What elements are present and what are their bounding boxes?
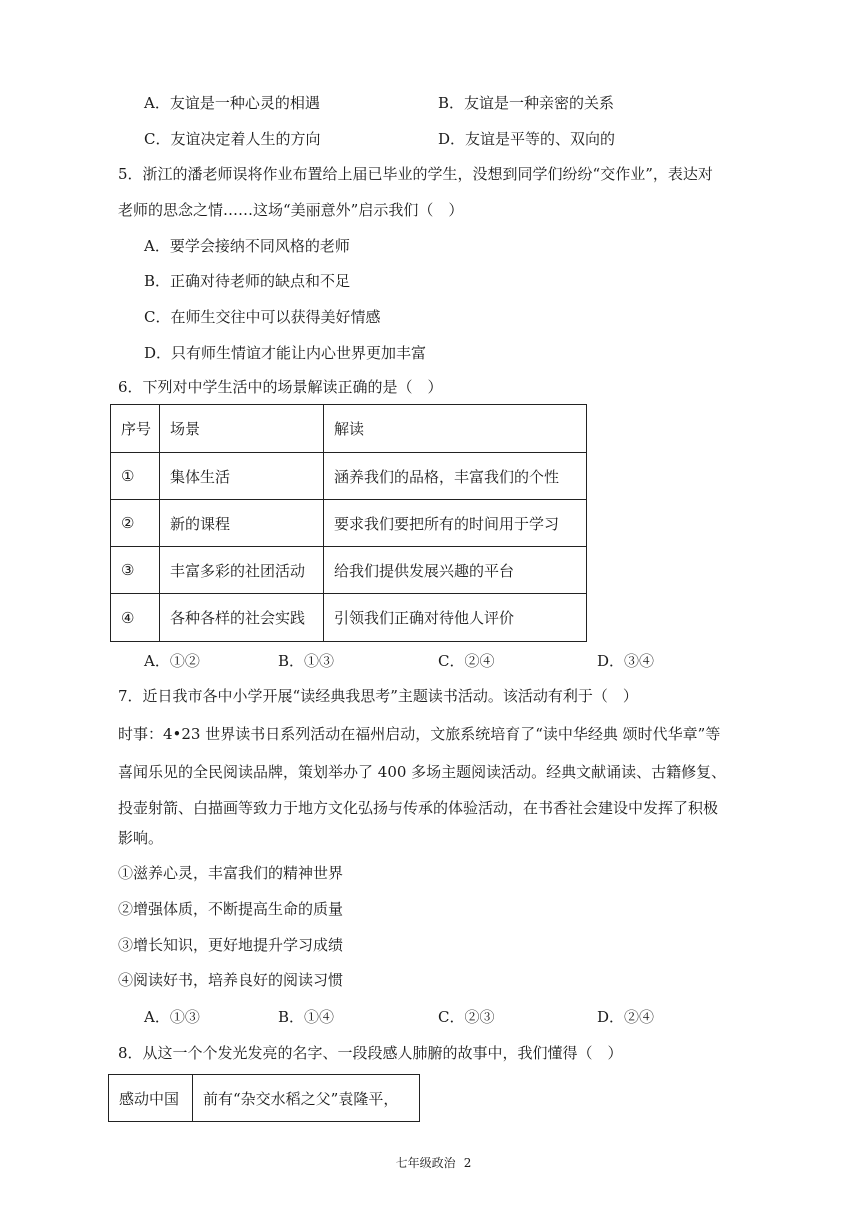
q5-option-b: B．正确对待老师的缺点和不足	[144, 272, 351, 290]
table-row	[111, 594, 587, 642]
q5-option-a: A．要学会接纳不同风格的老师	[144, 237, 350, 255]
q7-item: ④阅读好书，培养良好的阅读习惯	[118, 971, 344, 989]
q4-option-d: D．友谊是平等的、双向的	[438, 130, 616, 148]
q6-stem: 6．下列对中学生活中的场景解读正确的是（ ）	[118, 378, 443, 396]
page-footer	[0, 1154, 867, 1172]
q6-table	[110, 404, 587, 642]
q8-table	[108, 1074, 420, 1122]
table-cell-scene: 集体生活	[160, 453, 324, 500]
table-cell-number: ④	[111, 594, 160, 642]
table-row	[111, 500, 587, 547]
footer-page-number: 2	[463, 1156, 472, 1170]
q7-news-line: 投壶射箭、白描画等致力于地方文化弘扬与传承的体验活动，在书香社会建设中发挥了积极	[118, 799, 719, 817]
q4-option-a: A．友谊是一种心灵的相遇	[144, 94, 320, 112]
q6-option-b: B．①③	[278, 652, 335, 670]
table-cell-scene: 各种各样的社会实践	[160, 594, 324, 642]
table-cell-interpretation: 涵养我们的品格，丰富我们的个性	[324, 453, 587, 500]
q8-stem: 8．从这一个个发光发亮的名字、一段段感人肺腑的故事中，我们懂得（ ）	[118, 1044, 623, 1062]
q7-news-line: 时事：4•23 世界读书日系列活动在福州启动，文旅系统培育了“读中华经典 颂时代华章”等	[118, 725, 721, 743]
table-row	[109, 1075, 420, 1122]
table-cell-interpretation: 引领我们正确对待他人评价	[324, 594, 587, 642]
table-header-cell: 序号	[111, 405, 160, 453]
q7-item: ②增强体质，不断提高生命的质量	[118, 900, 344, 918]
q7-option-a: A．①③	[144, 1008, 200, 1026]
q7-item: ①滋养心灵，丰富我们的精神世界	[118, 864, 344, 882]
q7-option-b: B．①④	[278, 1008, 335, 1026]
footer-subject: 七年级政治	[395, 1156, 456, 1170]
table-cell-text: 前有“杂交水稻之父”袁隆平，	[193, 1075, 420, 1122]
table-cell-scene: 新的课程	[160, 500, 324, 547]
table-cell-number: ①	[111, 453, 160, 500]
table-cell-interpretation: 要求我们要把所有的时间用于学习	[324, 500, 587, 547]
table-cell-number: ③	[111, 547, 160, 594]
q7-option-d: D．②④	[597, 1008, 655, 1026]
table-header-row	[111, 405, 587, 453]
table-header-cell: 场景	[160, 405, 324, 453]
q7-news-line: 喜闻乐见的全民阅读品牌，策划举办了 400 多场主题阅读活动。经典文献诵读、古籍修复、	[118, 763, 727, 781]
q7-stem: 7．近日我市各中小学开展“读经典我思考”主题读书活动。该活动有利于（ ）	[118, 687, 638, 705]
table-cell-number: ②	[111, 500, 160, 547]
q5-option-c: C．在师生交往中可以获得美好情感	[144, 308, 381, 326]
q7-item: ③增长知识，更好地提升学习成绩	[118, 936, 344, 954]
q5-stem-line1: 5．浙江的潘老师误将作业布置给上届已毕业的学生，没想到同学们纷纷“交作业”，表达对	[118, 165, 713, 183]
q5-stem-line2: 老师的思念之情……这场“美丽意外”启示我们（ ）	[118, 201, 464, 219]
table-header-cell: 解读	[324, 405, 587, 453]
q5-option-d: D．只有师生情谊才能让内心世界更加丰富	[144, 344, 427, 362]
q4-option-b: B．友谊是一种亲密的关系	[438, 94, 615, 112]
table-cell-scene: 丰富多彩的社团活动	[160, 547, 324, 594]
table-row	[111, 453, 587, 500]
q7-news-line: 影响。	[118, 829, 164, 847]
q4-option-c: C．友谊决定着人生的方向	[144, 130, 321, 148]
table-cell-label: 感动中国	[109, 1075, 193, 1122]
q6-option-c: C．②④	[438, 652, 495, 670]
q7-option-c: C．②③	[438, 1008, 495, 1026]
q6-option-d: D．③④	[597, 652, 655, 670]
table-row	[111, 547, 587, 594]
table-cell-interpretation: 给我们提供发展兴趣的平台	[324, 547, 587, 594]
q6-option-a: A．①②	[144, 652, 200, 670]
